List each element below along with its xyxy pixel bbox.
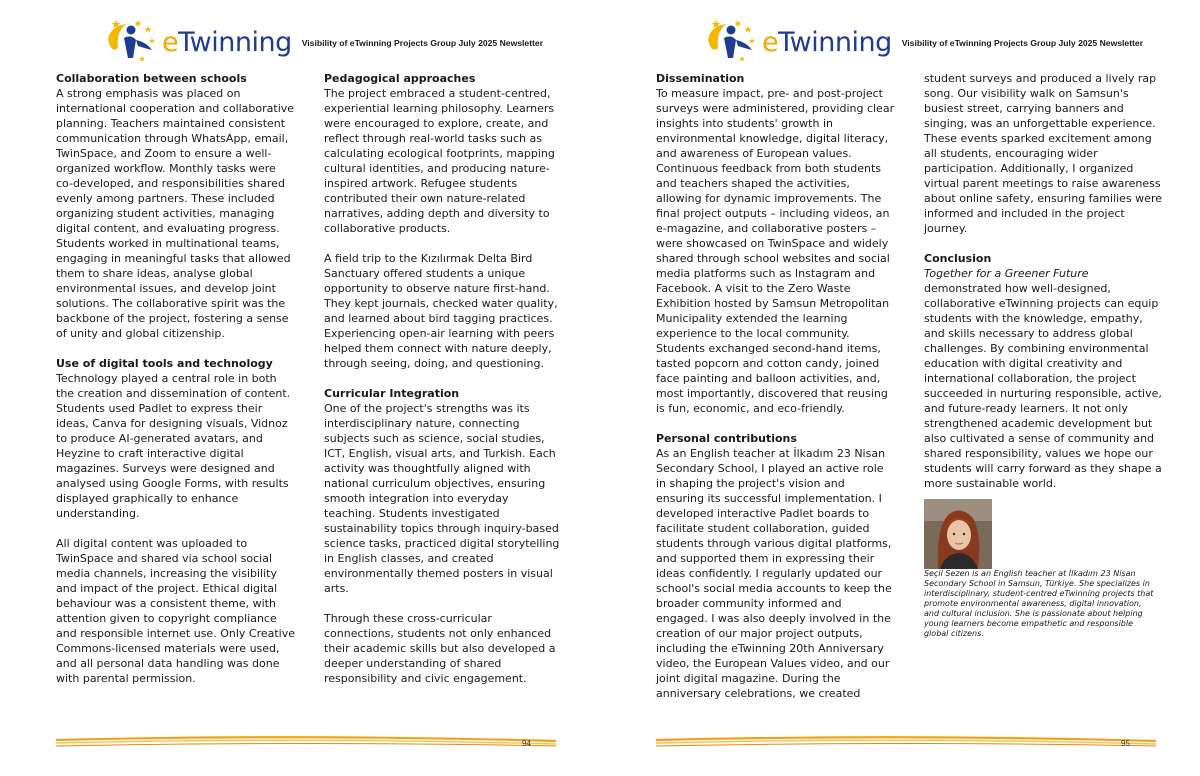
footer-swoosh (56, 732, 556, 750)
author-portrait-image (924, 499, 992, 569)
section-heading: Use of digital tools and technology (56, 357, 273, 370)
page-number: 95 (1121, 739, 1130, 748)
wordmark-rest: Twinning (778, 26, 892, 58)
wordmark-e: e (162, 26, 179, 58)
paragraph: To measure impact, pre- and post-project surveys were administered, providing clear insights into students' growth in environmental knowledge, digital literacy, and awareness of European values. Continuous feedback from both students and teachers shaped the activities, allowing for dynamic improvements. The final project outputs – including videos, an e-magazine, and collaborative posters – were showcased on TwinSpace and widely shared through school websites and social media platforms such as Instagram and Facebook. A visit to the Zero Waste Exhibition hosted by Samsun Metropolitan Municipality extended the learning experience to the local community. Students exchanged second-hand items, tasted popcorn and cotton candy, joined face painting and balloon activities, and, most importantly, discovered that reusing is fun, economic, and eco-friendly. (656, 87, 895, 415)
paragraph: Through these cross-curricular connections, students not only enhanced their academic skills but also developed a deeper understanding of shared responsibility and civic engagement. (324, 612, 556, 685)
paragraph: The project embraced a student-centred, experiential learning philosophy. Learners were encouraged to explore, create, and reflect through real-world tasks such as calculating ecological footprints, mapping cultural identities, and producing nature-inspired artwork. Refugee students contributed their own nature-related narratives, adding depth and diversity to collaborative products. (324, 87, 555, 235)
section-heading: Pedagogical approaches (324, 72, 476, 85)
section-heading: Dissemination (656, 72, 745, 85)
left-column-2 (324, 71, 560, 686)
page-right (600, 0, 1200, 776)
author-bio: Seçil Sezen is an English teacher at İlkadım 23 Nisan Secondary School in Samsun, Türkiye. She specializes in interdisciplinary, student-centred eTwinning projects that promote environmental awareness, digital innovation, and cultural inclusion. She is passionate about helping young learners become empathetic and responsible global citizens. (924, 569, 1154, 638)
section-heading: Personal contributions (656, 432, 797, 445)
newsletter-title: Visibility of eTwinning Projects Group July 2025 Newsletter (901, 38, 1144, 48)
paragraph: As an English teacher at İlkadım 23 Nisan Secondary School, I played an active role in shaping the project's vision and ensuring its successful implementation. I developed interactive Padlet boards to facilitate student collaboration, guided students through various digital platforms, and supported them in expressing their ideas confidently. I regularly updated our school's social media accounts to keep the broader community informed and engaged. I was also deeply involved in the creation of our major project outputs, including the eTwinning 20th Anniversary video, the European Values video, and our joint digital magazine. During the anniversary celebrations, we created (656, 447, 892, 700)
footer-swoosh (656, 732, 1156, 750)
etwinning-stars-icon (102, 18, 160, 62)
right-column-2 (924, 71, 1164, 639)
paragraph: Technology played a central role in both the creation and dissemination of content. Students used Padlet to express their ideas, Canva for designing visuals, Vidnoz to produce AI-generated avatars, and Heyzine to craft interactive digital magazines. Surveys were designed and analysed using Google Forms, with results displayed graphically to enhance understanding. (56, 372, 291, 520)
etwinning-wordmark (762, 27, 892, 58)
etwinning-stars-icon (702, 18, 760, 62)
etwinning-logo (702, 18, 892, 62)
paragraph: A strong emphasis was placed on international cooperation and collaborative planning. Teachers maintained consistent communication through WhatsApp, email, TwinSpace, and Zoom to ensure a well-organized workflow. Monthly tasks were co-developed, and responsibilities shared evenly among partners. These included organizing student activities, managing digital content, and evaluating progress. Students worked in multinational teams, engaging in meaningful tasks that allowed them to share ideas, analyse global environmental issues, and develop joint solutions. The collaborative spirit was the backbone of the project, fostering a sense of unity and global citizenship. (56, 87, 295, 340)
left-column-1 (56, 71, 296, 686)
etwinning-wordmark (162, 27, 292, 58)
paragraph: One of the project's strengths was its interdisciplinary nature, connecting subjects such as science, social studies, ICT, English, visual arts, and Turkish. Each activity was thoughtfully aligned with national curriculum objectives, ensuring smooth integration into everyday teaching. Students investigated sustainability topics through inquiry-based science tasks, practiced digital storytelling in English classes, and created environmentally themed posters in visual arts. (324, 402, 560, 595)
page-header (102, 16, 543, 64)
section-heading: Conclusion (924, 252, 992, 265)
page-number: 94 (522, 739, 531, 748)
paragraph: demonstrated how well-designed, collaborative eTwinning projects can equip students with the knowledge, empathy, and skills necessary to address global challenges. By combining environmental education with digital creativity and international collaboration, the project succeeded in nurturing responsible, active, and future-ready learners. It not only strengthened academic development but also cultivated a sense of community and shared responsibility, values we hope our students will carry forward as they shape a more sustainable world. (924, 282, 1162, 490)
section-heading: Collaboration between schools (56, 72, 247, 85)
paragraph: student surveys and produced a lively rap song. Our visibility walk on Samsun's busiest street, carrying banners and singing, was an unforgettable experience. These events sparked excitement among all students, encouraging wider participation. Additionally, I organized virtual parent meetings to raise awareness about online safety, ensuring families were informed and included in the project journey. (924, 72, 1162, 235)
etwinning-logo (102, 18, 292, 62)
wordmark-rest: Twinning (178, 26, 292, 58)
section-heading: Curricular Integration (324, 387, 460, 400)
newsletter-title: Visibility of eTwinning Projects Group July 2025 Newsletter (301, 38, 544, 48)
italic-title: Together for a Greener Future (924, 267, 1089, 280)
wordmark-e: e (762, 26, 779, 58)
page-header (702, 16, 1143, 64)
right-column-1 (656, 71, 896, 701)
author-photo (924, 499, 992, 569)
paragraph: All digital content was uploaded to TwinSpace and shared via school social media channels, increasing the visibility and impact of the project. Ethical digital behaviour was a consistent theme, with attention given to copyright compliance and responsible internet use. Only Creative Commons-licensed materials were used, and all personal data handling was done with parental permission. (56, 537, 296, 685)
paragraph: A field trip to the Kızılırmak Delta Bird Sanctuary offered students a unique opportunity to observe nature first-hand. They kept journals, checked water quality, and learned about bird tagging practices. Experiencing open-air learning with peers helped them connect with nature deeply, through seeing, doing, and questioning. (324, 252, 558, 370)
